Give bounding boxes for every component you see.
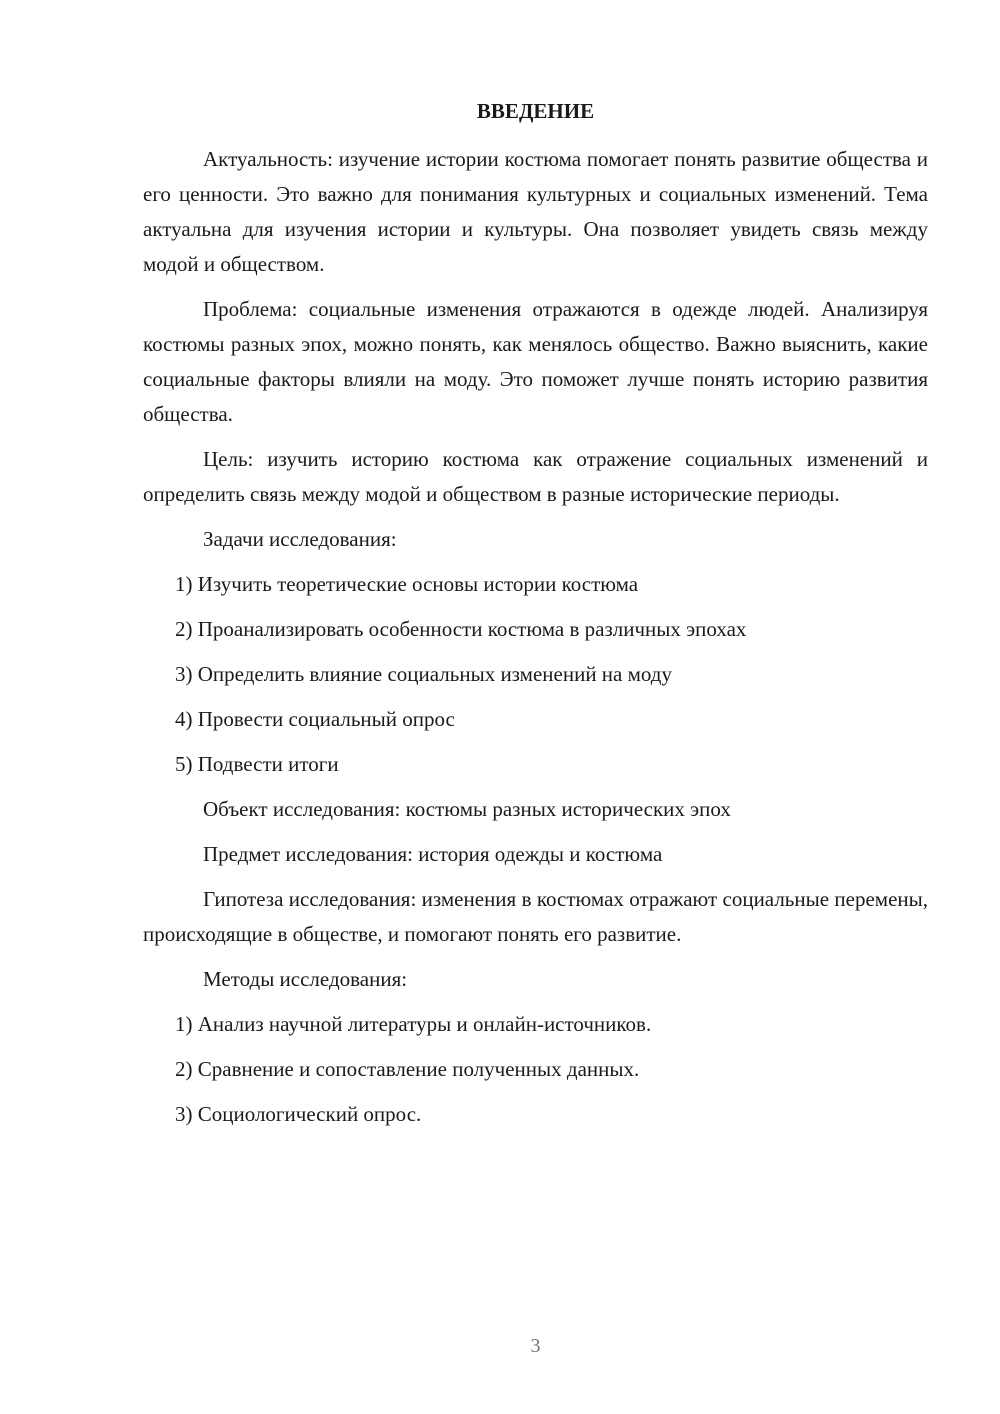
methods-list xyxy=(143,1007,928,1132)
hypothesis-paragraph: Гипотеза исследования: изменения в костюмах отражают социальные перемены, происходящие в обществе, и помогают понять его развитие. xyxy=(143,887,928,946)
object-paragraph: Объект исследования: костюмы разных исторических эпох xyxy=(203,797,731,821)
list-item: 1) Изучить теоретические основы истории костюма xyxy=(175,572,639,596)
page-title: ВВЕДЕНИЕ xyxy=(476,99,595,123)
tasks-list xyxy=(143,567,928,782)
document-body xyxy=(143,142,928,1142)
list-item: 1) Анализ научной литературы и онлайн-источников. xyxy=(175,1012,652,1036)
list-item: 3) Социологический опрос. xyxy=(175,1102,422,1126)
title-block xyxy=(143,97,928,125)
relevance-paragraph: Актуальность: изучение истории костюма помогает понять развитие общества и его ценности. Это важно для понимания культурных и социальных изменений. Тема актуальна для изучения истории и культуры. Она позволяет увидеть связь между модой и обществом. xyxy=(143,147,928,276)
subject-paragraph: Предмет исследования: история одежды и костюма xyxy=(203,842,663,866)
methods-heading: Методы исследования: xyxy=(203,967,408,991)
list-item: 5) Подвести итоги xyxy=(175,752,339,776)
list-item: 2) Проанализировать особенности костюма в различных эпохах xyxy=(175,617,747,641)
goal-paragraph: Цель: изучить историю костюма как отражение социальных изменений и определить связь между модой и обществом в разные исторические периоды. xyxy=(143,447,928,506)
list-item: 4) Провести социальный опрос xyxy=(175,707,455,731)
list-item: 2) Сравнение и сопоставление полученных данных. xyxy=(175,1057,640,1081)
problem-paragraph: Проблема: социальные изменения отражаются в одежде людей. Анализируя костюмы разных эпох, можно понять, как менялось общество. Важно выяснить, какие социальные факторы влияли на моду. Это поможет лучше понять историю развития общества. xyxy=(143,297,928,426)
list-item: 3) Определить влияние социальных изменений на моду xyxy=(175,662,672,686)
tasks-heading: Задачи исследования: xyxy=(203,527,397,551)
page-number: 3 xyxy=(530,1335,541,1357)
